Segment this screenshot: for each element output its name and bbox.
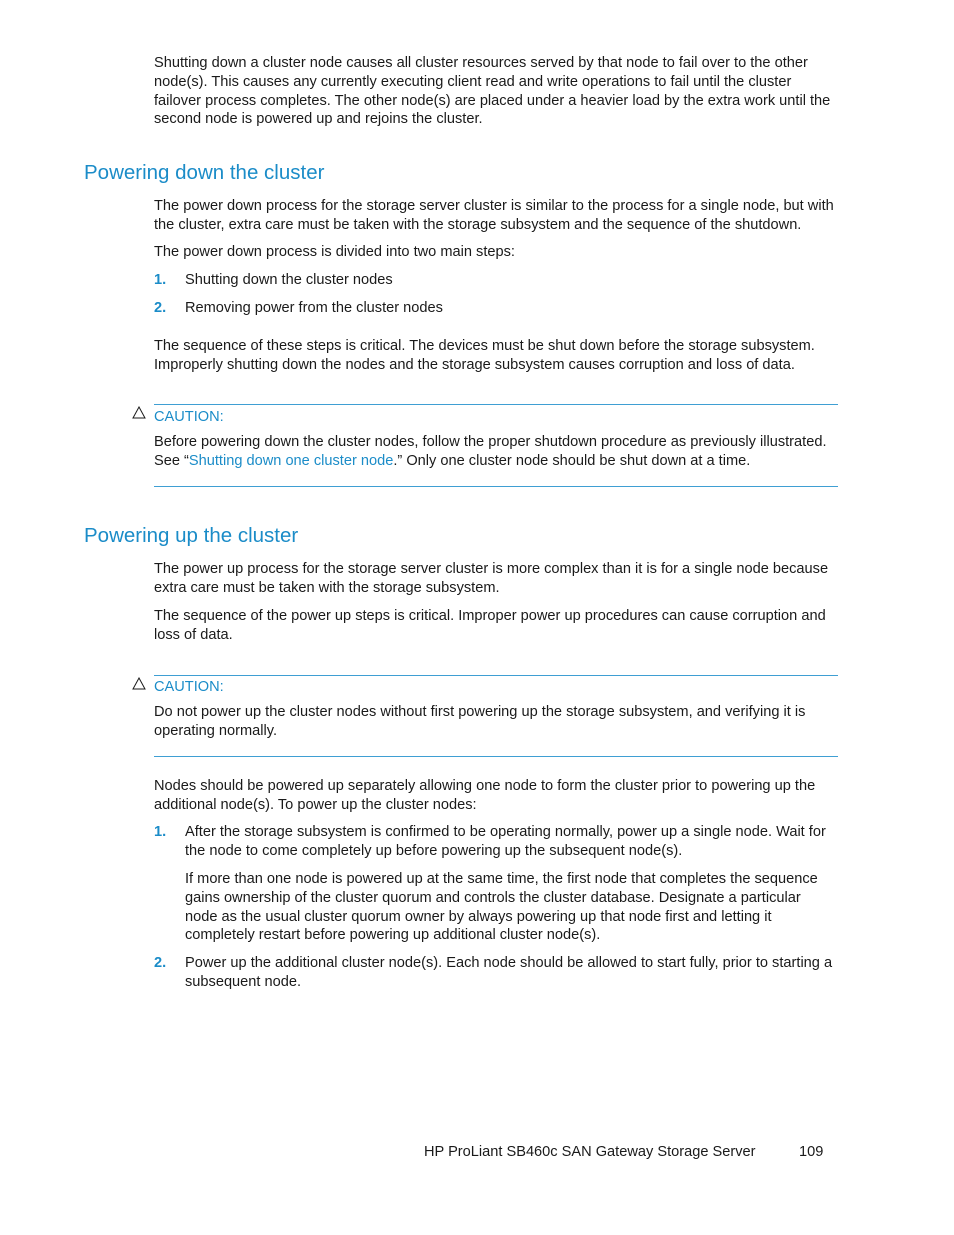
heading-powering-down: Powering down the cluster (84, 161, 325, 184)
step-text: Shutting down the cluster nodes (185, 272, 393, 288)
step-text: Removing power from the cluster nodes (185, 300, 443, 316)
caution-bottom-rule (154, 486, 838, 487)
caution-bottom-rule (154, 756, 838, 757)
heading-powering-up: Powering up the cluster (84, 524, 299, 547)
caution-text (154, 433, 834, 471)
caution-text-before: Before powering down the cluster nodes, follow the proper shutdown procedure as previously illustrated. See “ (154, 434, 827, 469)
step-number: 2. (154, 300, 167, 316)
link-shutting-down-one-cluster-node[interactable]: Shutting down one cluster node (188, 452, 394, 469)
intro-paragraph: Shutting down a cluster node causes all cluster resources served by that node to fail over to the other node(s). This causes any currently executing client read and write operations to fail until the cluster failover process completes. The other node(s) are placed under a heavier load by the extra work until the second node is powered up and rejoins the cluster. (154, 55, 831, 128)
caution-top-rule (154, 404, 838, 405)
power-up-paragraph-1: The power up process for the storage server cluster is more complex than it is for a single node because extra care must be taken with the storage subsystem. (154, 561, 829, 596)
footer-document-title: HP ProLiant SB460c SAN Gateway Storage Server (424, 1144, 756, 1160)
power-down-step-1 (154, 271, 834, 290)
step-subtext: If more than one node is powered up at the same time, the first node that completes the sequence gains ownership of the cluster quorum and controls the cluster database. Designate a particular node as the usual cluster quorum owner by always powering up that node first and letting it completely restart before powering up additional cluster node(s). (185, 871, 818, 944)
power-up-step-1-note (154, 870, 834, 945)
footer-page-number: 109 (799, 1144, 824, 1160)
power-down-paragraph-3: The sequence of these steps is critical. The devices must be shut down before the storage subsystem. Improperly shutting down the nodes and the storage subsystem causes corruption and loss of data. (154, 338, 815, 373)
power-up-paragraph-3: Nodes should be powered up separately allowing one node to form the cluster prior to powering up the additional node(s). To power up the cluster nodes: (154, 778, 816, 813)
warning-triangle-icon (132, 406, 146, 419)
power-up-paragraph-2: The sequence of the power up steps is critical. Improper power up procedures can cause corruption and loss of data. (154, 608, 826, 643)
power-up-step-2 (154, 954, 834, 992)
caution-top-rule (154, 675, 838, 676)
step-number: 1. (154, 272, 167, 288)
caution-label: CAUTION: (154, 409, 224, 425)
caution-text-after: .” Only one cluster node should be shut down at a time. (393, 452, 751, 469)
step-number: 2. (154, 955, 167, 971)
power-down-paragraph-1: The power down process for the storage server cluster is similar to the process for a single node, but with the cluster, extra care must be taken with the storage subsystem and the sequence of the shutdown. (154, 198, 834, 233)
caution-text: Do not power up the cluster nodes without first powering up the storage subsystem, and verifying it is operating normally. (154, 704, 806, 739)
step-text: Power up the additional cluster node(s). Each node should be allowed to start fully, prior to starting a subsequent node. (185, 955, 833, 990)
warning-triangle-icon (132, 677, 146, 690)
power-down-paragraph-2: The power down process is divided into two main steps: (154, 244, 515, 260)
power-down-step-2 (154, 299, 834, 318)
power-up-step-1 (154, 823, 834, 861)
caution-label: CAUTION: (154, 679, 224, 695)
step-number: 1. (154, 824, 167, 840)
step-text: After the storage subsystem is confirmed to be operating normally, power up a single node. Wait for the node to come completely up before powering up the subsequent node(s). (185, 824, 826, 859)
